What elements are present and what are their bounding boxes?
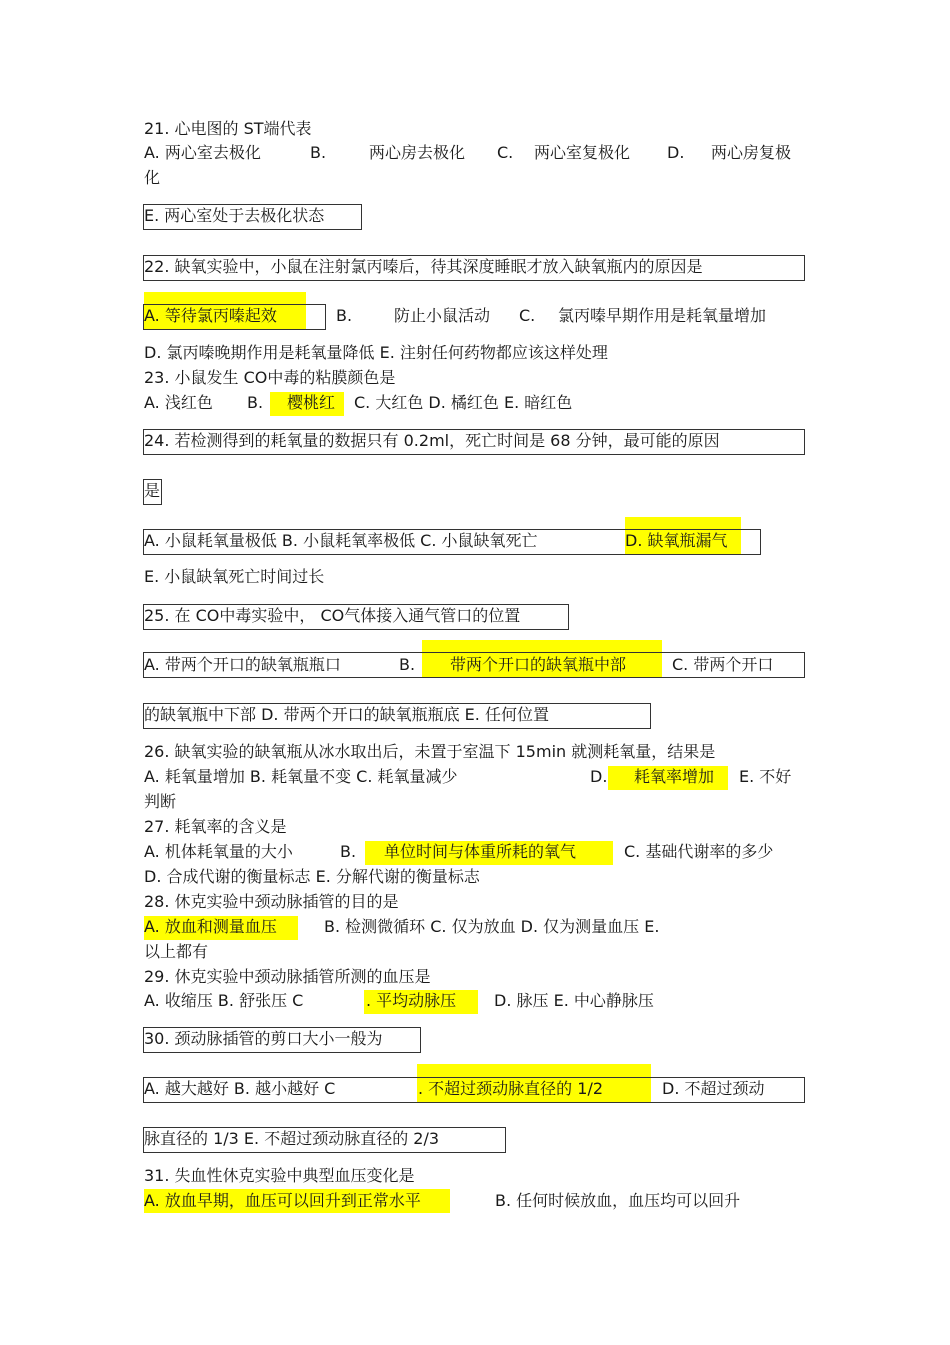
q26-option-d: D. <box>590 767 608 786</box>
q25-option-c: C. 带两个开口 <box>672 655 774 674</box>
question-22: 22. 缺氧实验中，小鼠在注射氯丙嗪后，待其深度睡眠才放入缺氧瓶内的原因是 <box>144 257 703 276</box>
question-31: 31. 失血性休克实验中典型血压变化是 <box>144 1166 415 1185</box>
q22-option-c: C. <box>519 306 536 325</box>
q21-option-d: D. <box>667 143 685 162</box>
question-23: 23. 小鼠发生 CO中毒的粘膜颜色是 <box>144 368 396 387</box>
q30-option-c: . 不超过颈动脉直径的 1/2 <box>418 1079 604 1098</box>
q23-options-rest: C. 大红色 D. 橘红色 E. 暗红色 <box>354 393 573 412</box>
q28-wrap: 以上都有 <box>144 942 209 961</box>
q26-options-abc: A. 耗氧量增加 B. 耗氧量不变 C. 耗氧量减少 <box>144 767 458 786</box>
q27-option-b-text: 单位时间与体重所耗的氧气 <box>384 842 577 861</box>
q23-option-b: B. <box>247 393 264 412</box>
q28-option-a: A. 放血和测量血压 <box>144 917 277 936</box>
question-29: 29. 休克实验中颈动脉插管所测的血压是 <box>144 967 431 986</box>
q24-wrap: 是 <box>144 481 161 500</box>
question-30: 30. 颈动脉插管的剪口大小一般为 <box>144 1029 383 1048</box>
q21-option-c-text: 两心室复极化 <box>534 143 631 162</box>
q25-option-b-text: 带两个开口的缺氧瓶中部 <box>450 655 627 674</box>
q27-option-c: C. 基础代谢率的多少 <box>624 842 774 861</box>
q21-option-a: A. 两心室去极化 <box>144 143 261 162</box>
q22-option-b-text: 防止小鼠活动 <box>394 306 491 325</box>
q21-wrap: 化 <box>144 168 161 187</box>
q22-option-a: A. 等待氯丙嗪起效 <box>144 306 277 325</box>
q28-options-rest: B. 检测微循环 C. 仅为放血 D. 仅为测量血压 E. <box>324 917 660 936</box>
q26-option-d-text: 耗氧率增加 <box>634 767 715 786</box>
q21-option-b-text: 两心房去极化 <box>369 143 466 162</box>
q30-options-ab: A. 越大越好 B. 越小越好 C <box>144 1079 336 1098</box>
q25-option-a: A. 带两个开口的缺氧瓶瓶口 <box>144 655 341 674</box>
q24-option-d: D. 缺氧瓶漏气 <box>625 531 728 550</box>
q31-option-a: A. 放血早期，血压可以回升到正常水平 <box>144 1191 421 1210</box>
question-28: 28. 休克实验中颈动脉插管的目的是 <box>144 892 399 911</box>
q29-option-c: . 平均动脉压 <box>366 991 457 1010</box>
q24-option-e: E. 小鼠缺氧死亡时间过长 <box>144 567 325 586</box>
q29-options-de: D. 脉压 E. 中心静脉压 <box>494 991 654 1010</box>
q25-wrap: 的缺氧瓶中下部 D. 带两个开口的缺氧瓶瓶底 E. 任何位置 <box>144 705 549 724</box>
question-24: 24. 若检测得到的耗氧量的数据只有 0.2ml，死亡时间是 68 分钟，最可能的原因 <box>144 431 720 450</box>
q30-option-d: D. 不超过颈动 <box>662 1079 765 1098</box>
q23-option-b-text: 樱桃红 <box>287 393 336 412</box>
q23-option-a: A. 浅红色 <box>144 393 213 412</box>
q27-option-b: B. <box>340 842 357 861</box>
question-27: 27. 耗氧率的含义是 <box>144 817 287 836</box>
q21-option-d-text: 两心房复极 <box>711 143 792 162</box>
q27-options-de: D. 合成代谢的衡量标志 E. 分解代谢的衡量标志 <box>144 867 480 886</box>
q31-option-b: B. 任何时候放血，血压均可以回升 <box>495 1191 741 1210</box>
q22-options-de: D. 氯丙嗪晚期作用是耗氧量降低 E. 注射任何药物都应该这样处理 <box>144 343 608 362</box>
q29-options-ab: A. 收缩压 B. 舒张压 C <box>144 991 304 1010</box>
question-21: 21. 心电图的 ST端代表 <box>144 119 312 138</box>
q22-option-b: B. <box>336 306 353 325</box>
q21-option-b: B. <box>310 143 327 162</box>
question-26: 26. 缺氧实验的缺氧瓶从冰水取出后，未置于室温下 15min 就测耗氧量，结果是 <box>144 742 716 761</box>
q22-option-c-text: 氯丙嗪早期作用是耗氧量增加 <box>558 306 767 325</box>
q25-option-b: B. <box>399 655 416 674</box>
q21-option-e: E. 两心室处于去极化状态 <box>144 206 325 225</box>
q21-option-c: C. <box>497 143 514 162</box>
q26-option-e: E. 不好 <box>739 767 792 786</box>
q30-wrap: 脉直径的 1/3 E. 不超过颈动脉直径的 2/3 <box>144 1129 440 1148</box>
q24-options-abc: A. 小鼠耗氧量极低 B. 小鼠耗氧率极低 C. 小鼠缺氧死亡 <box>144 531 538 550</box>
q26-wrap: 判断 <box>144 792 177 811</box>
question-25: 25. 在 CO中毒实验中， CO气体接入通气管口的位置 <box>144 606 521 625</box>
q27-option-a: A. 机体耗氧量的大小 <box>144 842 293 861</box>
